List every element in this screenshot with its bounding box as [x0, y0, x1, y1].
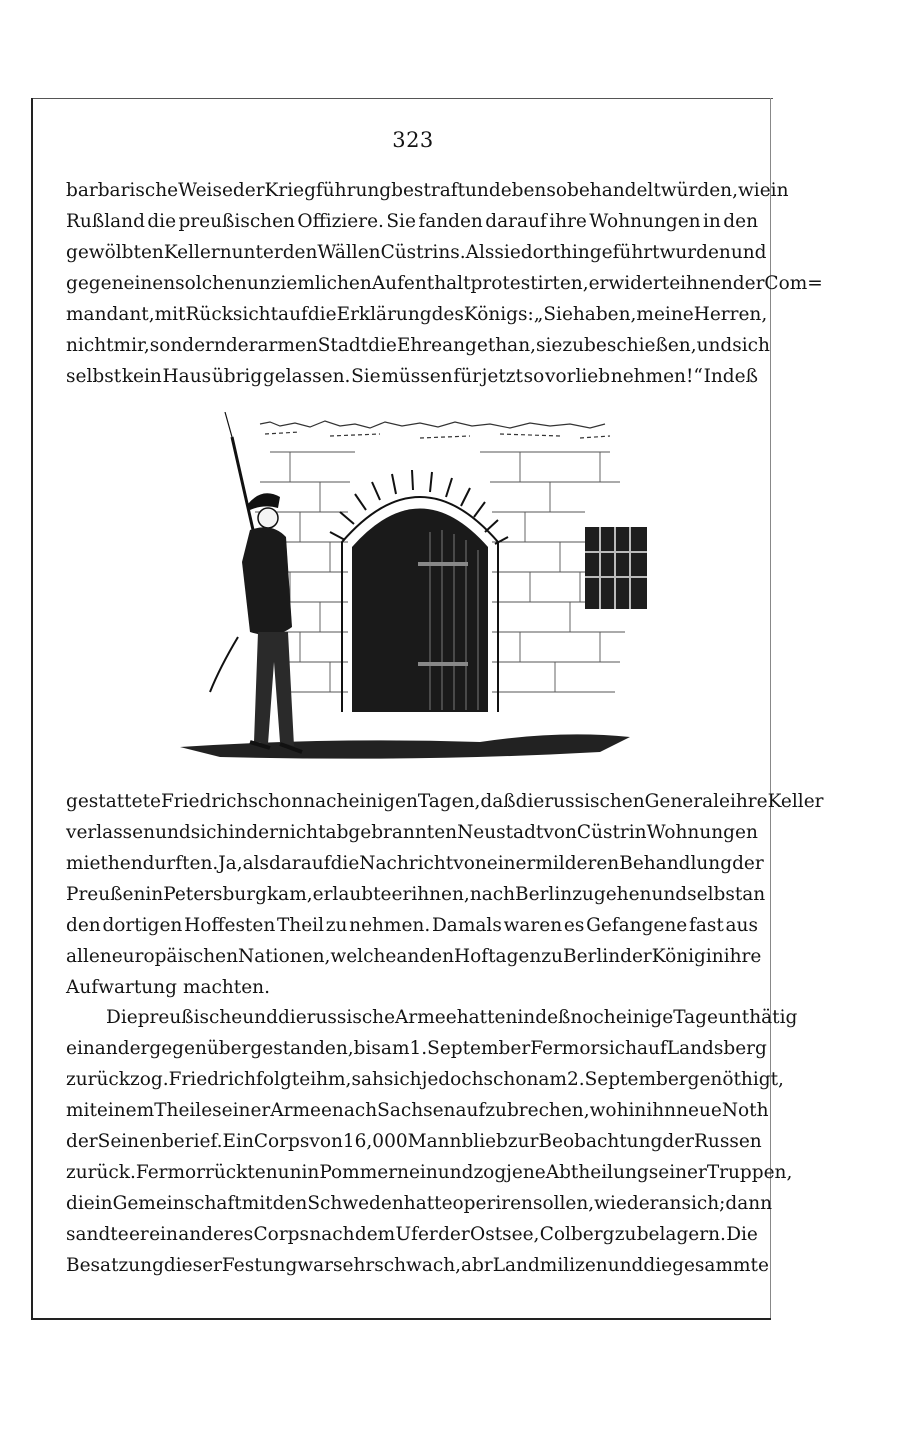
door-opening	[352, 509, 488, 713]
text-line: gewölbten Kellern unter den Wällen Cüstrins. Als sie dorthin geführt wurden und	[66, 242, 767, 263]
text-line: Besatzung dieser Festung war sehr schwach, abr Landmilizen und die gesammte	[66, 1255, 769, 1276]
page-number: 323	[392, 128, 434, 152]
paragraph-block	[66, 175, 823, 392]
soldier-coat	[242, 527, 292, 635]
text-line: zurück. Fermor rückte nun in Pommern ein und zog jene Abtheilung seiner Truppen,	[66, 1162, 793, 1183]
soldier-figure	[210, 412, 302, 752]
text-line: Rußland die preußischen Offiziere. Sie fanden darauf ihre Wohnungen in den	[66, 211, 758, 232]
soldier-hat	[248, 493, 280, 510]
text-line: zurückzog. Friedrich folgte ihm, sah sich jedoch schon am 2. September genöthigt,	[66, 1069, 784, 1090]
text-line: barbarische Weise der Kriegführung bestraft und ebenso behandelt würden, wie in	[66, 180, 789, 201]
text-line: den dortigen Hoffesten Theil zu nehmen. Damals waren es Gefangene fast aus	[66, 915, 758, 936]
door-hinge	[418, 662, 468, 666]
paragraph-block	[66, 1002, 798, 1281]
text-line: Die preußische und die russische Armee hatten indeß noch einige Tage unthätig	[106, 1007, 798, 1028]
barred-window	[585, 527, 647, 609]
text-line: verlassen und sich in der nicht abgebrannten Neustadt von Cüstrin Wohnungen	[66, 822, 758, 843]
text-line: mit einem Theile seiner Armee nach Sachsen aufzubrechen, wohin ihn neue Noth	[66, 1100, 769, 1121]
text-line: mandant, mit Rücksicht auf die Erklärung des Königs: „Sie haben, meine Herren,	[66, 304, 768, 325]
text-line: einander gegenübergestanden, bis am 1. September Fermor sich auf Landsberg	[66, 1038, 767, 1059]
page-frame-top	[31, 98, 773, 99]
text-line: sandte er ein anderes Corps nach dem Ufer der Ostsee, Colberg zu belagern. Die	[66, 1224, 758, 1245]
paragraph-block	[66, 786, 824, 1003]
page-frame-left	[31, 98, 33, 1320]
text-line: Preußen in Petersburg kam, erlaubte er ihnen, nach Berlin zu gehen und selbst an	[66, 884, 766, 905]
wall-top-edge	[260, 421, 610, 438]
text-line: miethen durften. Ja, als darauf die Nachricht von einer milderen Behandlung der	[66, 853, 764, 874]
sabre	[210, 637, 238, 692]
text-line: nicht mir, sondern der armen Stadt die Ehre angethan, sie zu beschießen, und sich	[66, 335, 770, 356]
illustration-soldier-at-vault-door	[180, 412, 780, 772]
text-line: der Seinen berief. Ein Corps von 16,000 Mann blieb zur Beobachtung der Russen	[66, 1131, 762, 1152]
text-line: selbst kein Haus übrig gelassen. Sie müssen für jetzt so vorlieb nehmen!“ Indeß	[66, 366, 758, 387]
text-line: die in Gemeinschaft mit den Schweden hatte operiren sollen, wieder an sich; dann	[66, 1193, 773, 1214]
door-hinge	[418, 562, 468, 566]
text-line: gegen einen solchen unziemlichen Aufenthalt protestirten, erwiderte ihnen der Com=	[66, 273, 823, 294]
ground-shadow	[180, 734, 630, 758]
page-frame-bottom	[31, 1318, 771, 1320]
text-line: allen europäischen Nationen, welche an den Hoftagen zu Berlin der Königin ihre	[66, 946, 762, 967]
text-line: gestattete Friedrich schon nach einigen Tagen, daß die russischen Generale ihre Keller	[66, 791, 824, 812]
text-line: Aufwartung machten.	[66, 977, 270, 998]
